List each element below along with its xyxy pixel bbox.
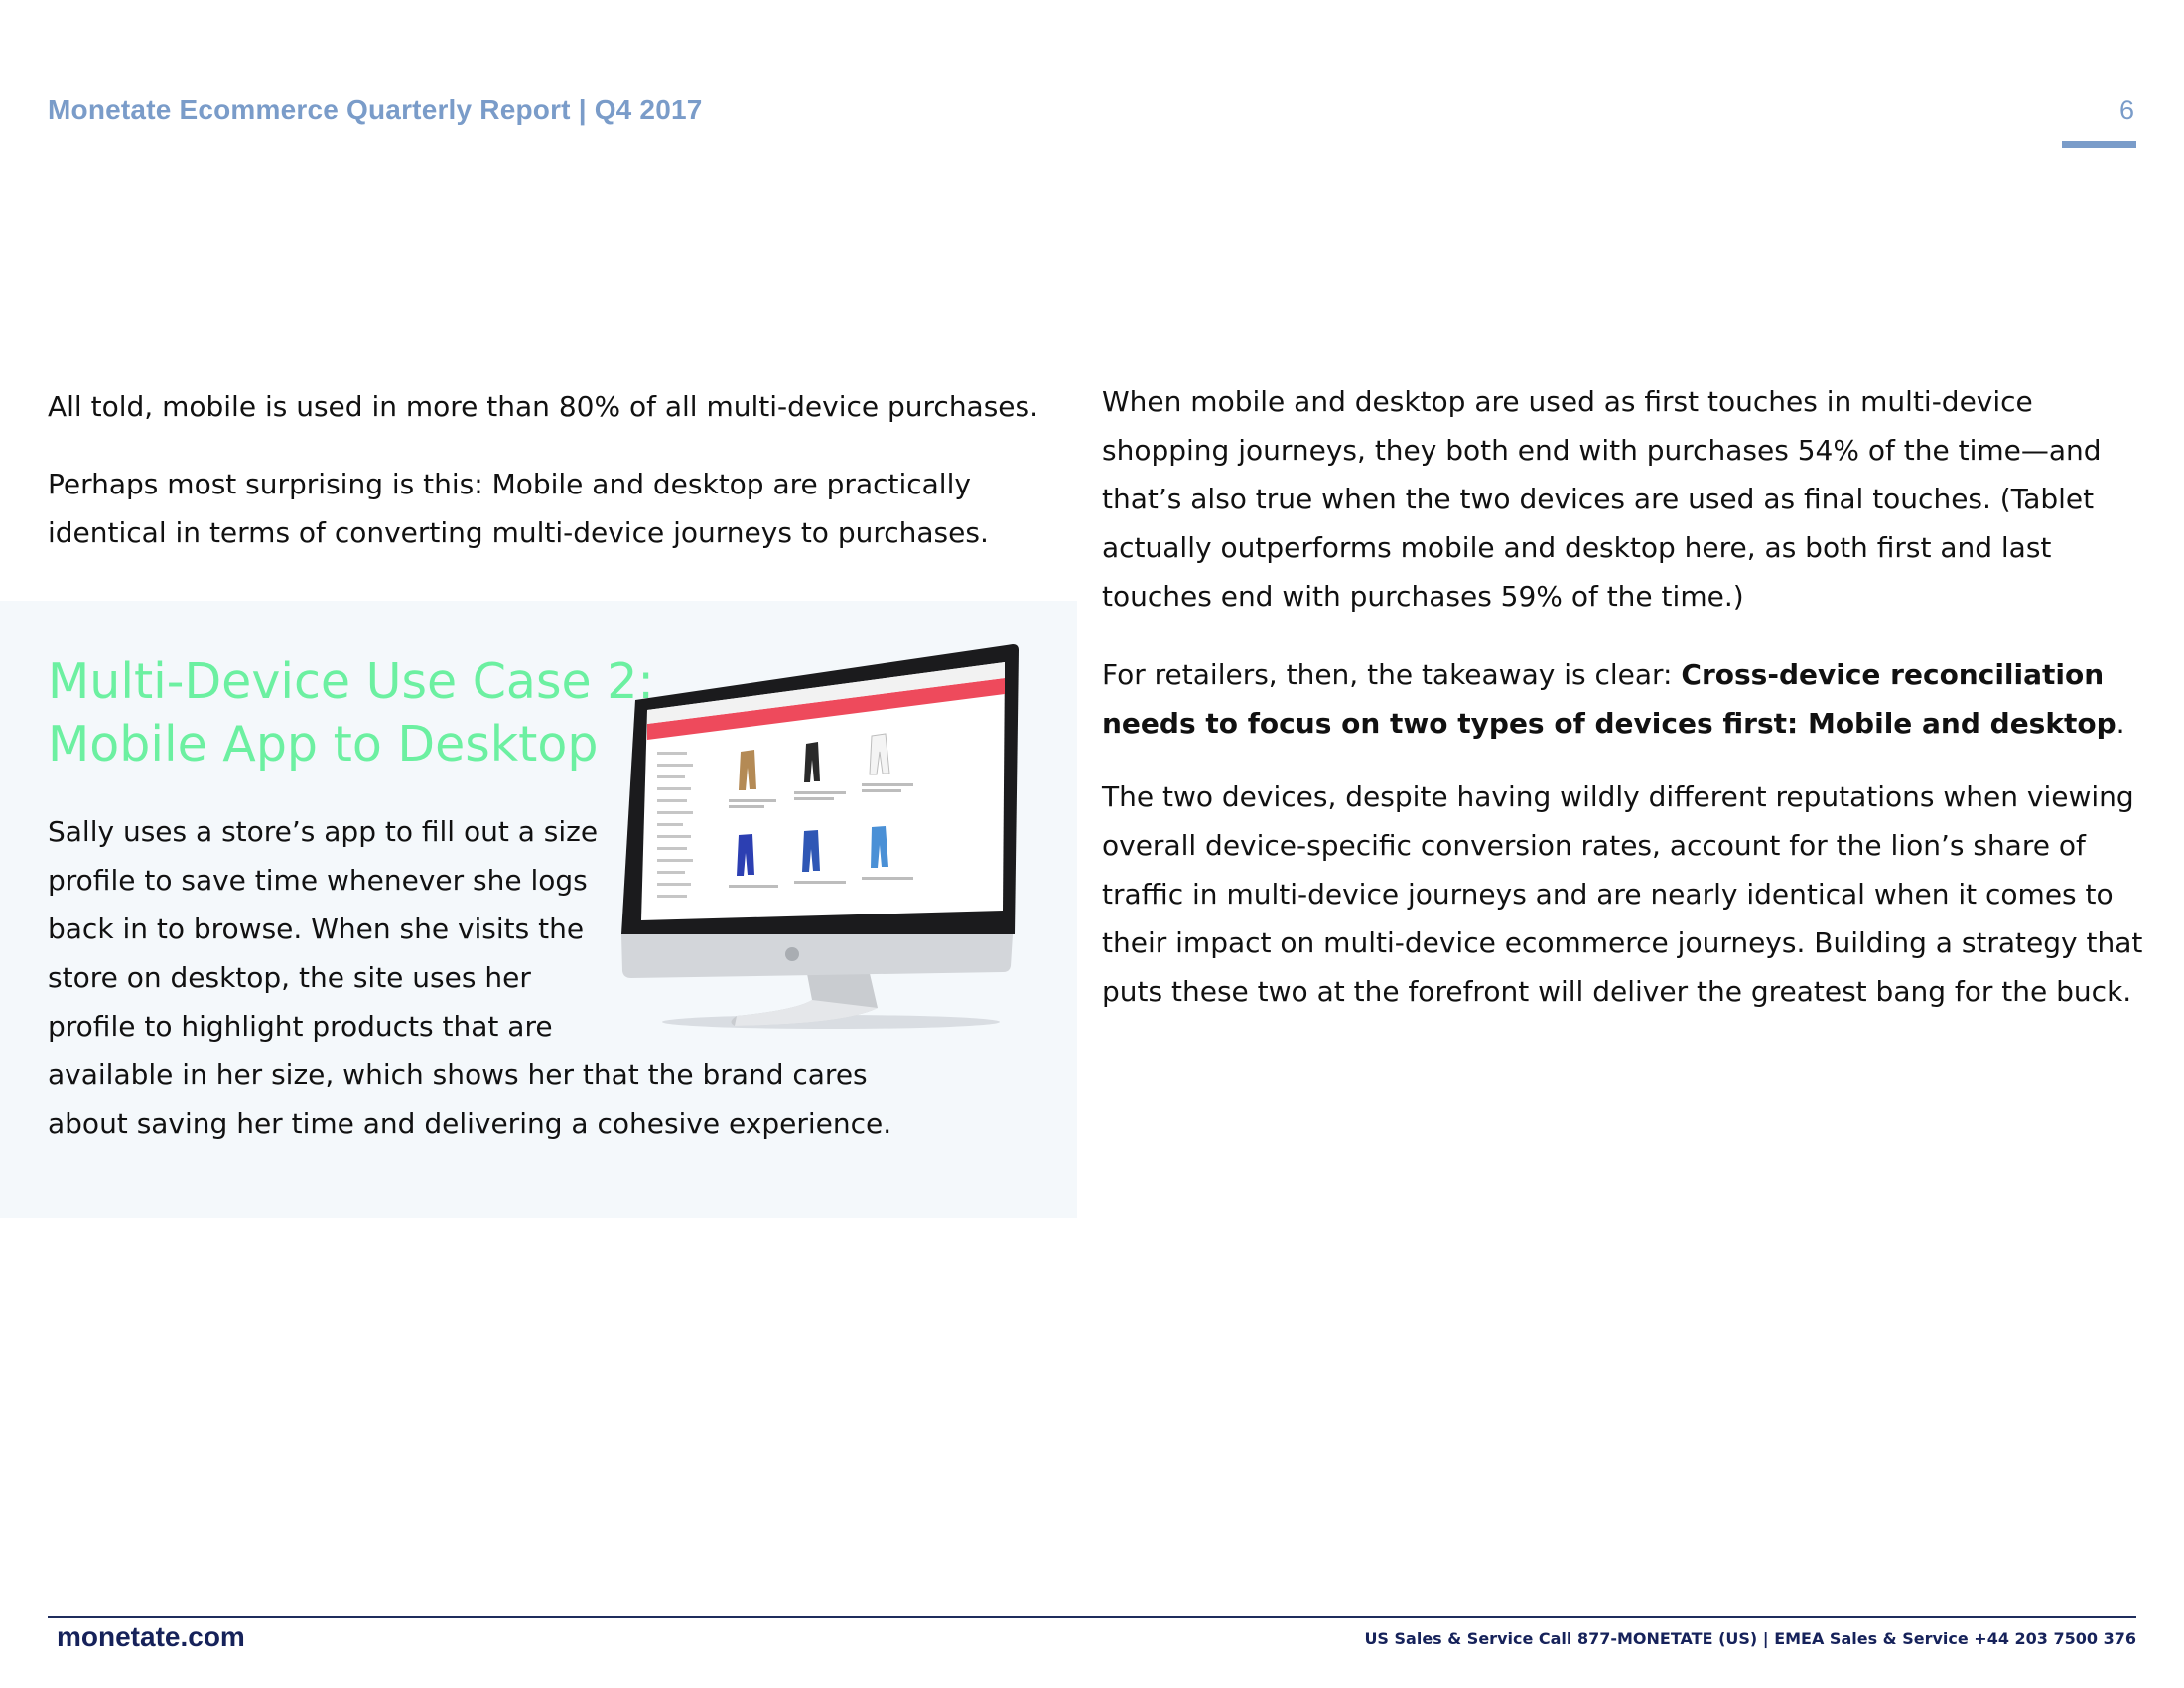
- footer-divider: [48, 1616, 2136, 1618]
- monitor-chin: [621, 934, 1013, 978]
- use-case-title-line-1: Multi-Device Use Case 2:: [48, 653, 654, 710]
- left-paragraph-1: All told, mobile is used in more than 80% of all multi-device purchases.: [48, 390, 1039, 423]
- report-title: Monetate Ecommerce Quarterly Report | Q4 2017: [48, 94, 703, 125]
- takeaway-end: .: [2116, 707, 2125, 740]
- use-case-body-text: Sally uses a store’s app to fill out a size profile to save time whenever she logs back in to browse. When she visits the store on desktop, the site uses her profile to highlight products that are available in her size, which shows her that the brand cares about saving her time and delivering a cohesive experience.: [48, 815, 892, 1140]
- apple-logo-icon: [785, 947, 799, 961]
- footer-logo[interactable]: monetate.com: [57, 1621, 245, 1652]
- takeaway-emphasis: Cross-device reconciliation needs to focus on two types of devices first: Mobile and desktop: [1102, 658, 2116, 740]
- footer-contact: US Sales & Service Call 877-MONETATE (US) | EMEA Sales & Service +44 203 7500 376: [1364, 1629, 2136, 1648]
- right-paragraph-3: The two devices, despite having wildly different reputations when viewing overall device-specific conversion rates, account for the lion’s share of traffic in multi-device journeys and are nearly identical when it comes to their impact on multi-device ecommerce journeys. Building a strategy that puts these two at the forefront will deliver the greatest bang for the buck.: [1102, 780, 2143, 1008]
- page-number: 6: [2118, 95, 2134, 125]
- right-paragraph-2: [1102, 650, 2144, 748]
- use-case-title: [48, 650, 654, 775]
- right-paragraph-1: When mobile and desktop are used as first touches in multi-device shopping journeys, they both end with purchases 54% of the time—and that’s also true when the two devices are used as final touches. (Tablet actually outperforms mobile and desktop here, as both first and last touches end with purchases 59% of the time.): [1102, 385, 2102, 613]
- page-number-underline: [2062, 141, 2136, 148]
- desktop-monitor-illustration: [617, 640, 1034, 1033]
- use-case-title-line-2: Mobile App to Desktop: [48, 716, 599, 773]
- takeaway-lead: For retailers, then, the takeaway is clear:: [1102, 658, 1682, 691]
- left-paragraph-2: Perhaps most surprising is this: Mobile and desktop are practically identical in terms of converting multi-device journeys to purchases.: [48, 468, 989, 549]
